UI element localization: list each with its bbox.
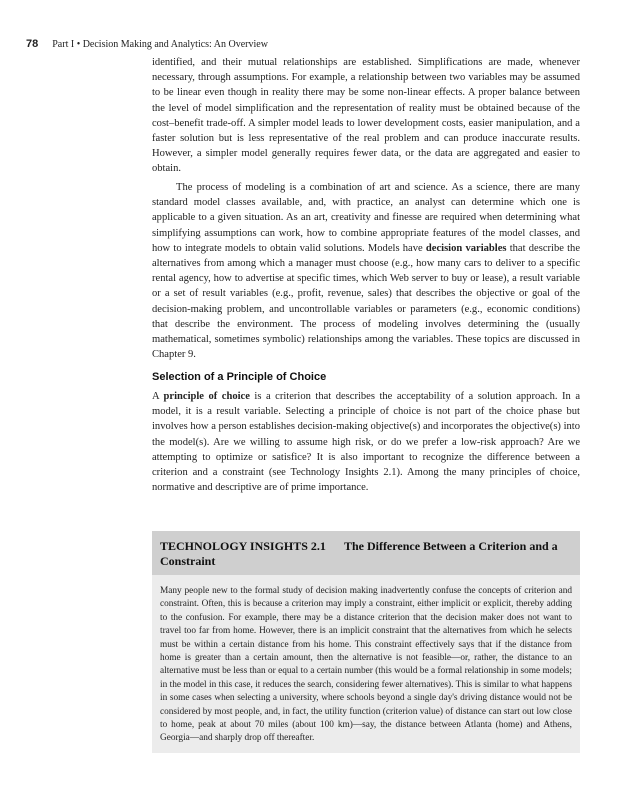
box-title [152, 531, 580, 575]
running-header [26, 38, 268, 50]
term-decision-variables: decision variables [425, 242, 507, 254]
paragraph-text: identified, and their mutual relationships are established. Simplifications are made, whenever necessary, through assumptions. For example, a relationship between two variables may be assumed to be linear even though in reality there may be some non-linear effects. A proper balance between the level of model simplification and the representation of reality must be obtained because of the cost–benefit trade-off. A simpler model leads to lower development costs, easier manipulation, and a faster solution but is less representative of the real problem and can produce inaccurate results. However, a simpler model generally requires fewer data, or the data are aggregated and easier to obtain. [152, 57, 580, 175]
paragraph-principle-of-choice [152, 389, 580, 495]
box-body: Many people new to the formal study of decision making inadvertently confuse the concepts of criterion and constraint. Often, this is because a criterion may imply a constraint, either implicit or explicit, thereby adding to the confusion. For example, there may be a distance criterion that the decision maker does not want to travel too far from home. However, there is an implicit constraint that the alternatives from which he selects must be within a certain distance from his home. This constraint effectively says that if the distance from home is greater than a certain amount, then the alternative is not feasible—or, rather, the distance to an alternative must be less than or equal to a certain number (this would be a formal relationship in some models; in the model in this case, it reduces the search, considering fewer alternatives). This is similar to what happens in some cases when selecting a university, where schools beyond a single day's driving distance would not be considered by most people, and, in fact, the utility function (criterion value) of distance can start out low close to home, peak at about 70 miles (about 100 km)—say, the distance between Atlanta (home) and Athens, Georgia—and sharply drop off thereafter. [160, 586, 572, 744]
paragraph-text [152, 389, 580, 495]
box-label: TECHNOLOGY INSIGHTS 2.1 [160, 539, 326, 553]
text-run: is a criterion that describes the acceptability of a solution approach. In a model, it is a result variable. Selecting a principle of choice is not part of the choice phase but involves how a person establishes decision-making objective(s) and incorporates the objective(s) into the model(s). Are we willing to assume high risk, or do we prefer a low-risk approach? Are we attempting to optimize or satisfice? It is also important to recognize the difference between a criterion and a constraint (see Technology Insights 2.1). Among the many principles of choice, normative and descriptive are of prime importance. [152, 391, 581, 494]
box-title-text: The Difference Between a Criterion and a Constraint [160, 539, 558, 568]
section-heading: Selection of a Principle of Choice [152, 371, 327, 383]
paragraph-modeling-process [152, 180, 580, 362]
text-run: that describe the alternatives from among which a manager must choose (e.g., how many cars to deliver to a specific rental agency, how to advertise at specific times, which Web server to buy or lease), a result variable or a set of result variables (e.g., profit, revenue, sales) that describes the objective or goal of the decision-making problem, and uncontrollable variables or parameters (e.g., economic conditions) that describe the environment. The process of modeling involves determining the (usually mathematical, sometimes symbolic) relationships among the variables. These topics are discussed in Chapter 9. [152, 242, 581, 361]
text-run: A [152, 391, 164, 402]
page-number: 78 [26, 38, 39, 50]
running-title: Part I • Decision Making and Analytics: An Overview [52, 39, 268, 50]
term-principle-of-choice: principle of choice [163, 391, 250, 402]
text-run: The process of modeling is a combination of art and science. As a science, there are many standard model classes available, and, with practice, an analyst can determine which one is applicable to a given situation. As an art, creativity and finesse are required when determining what simplifying assumptions can work, how to combine appropriate features of the model classes, and how to integrate models to obtain valid solutions. Models have [152, 182, 580, 254]
technology-insights-box [152, 531, 580, 753]
paragraph-text [152, 180, 580, 362]
paragraph-modeling-simplification [152, 55, 580, 177]
